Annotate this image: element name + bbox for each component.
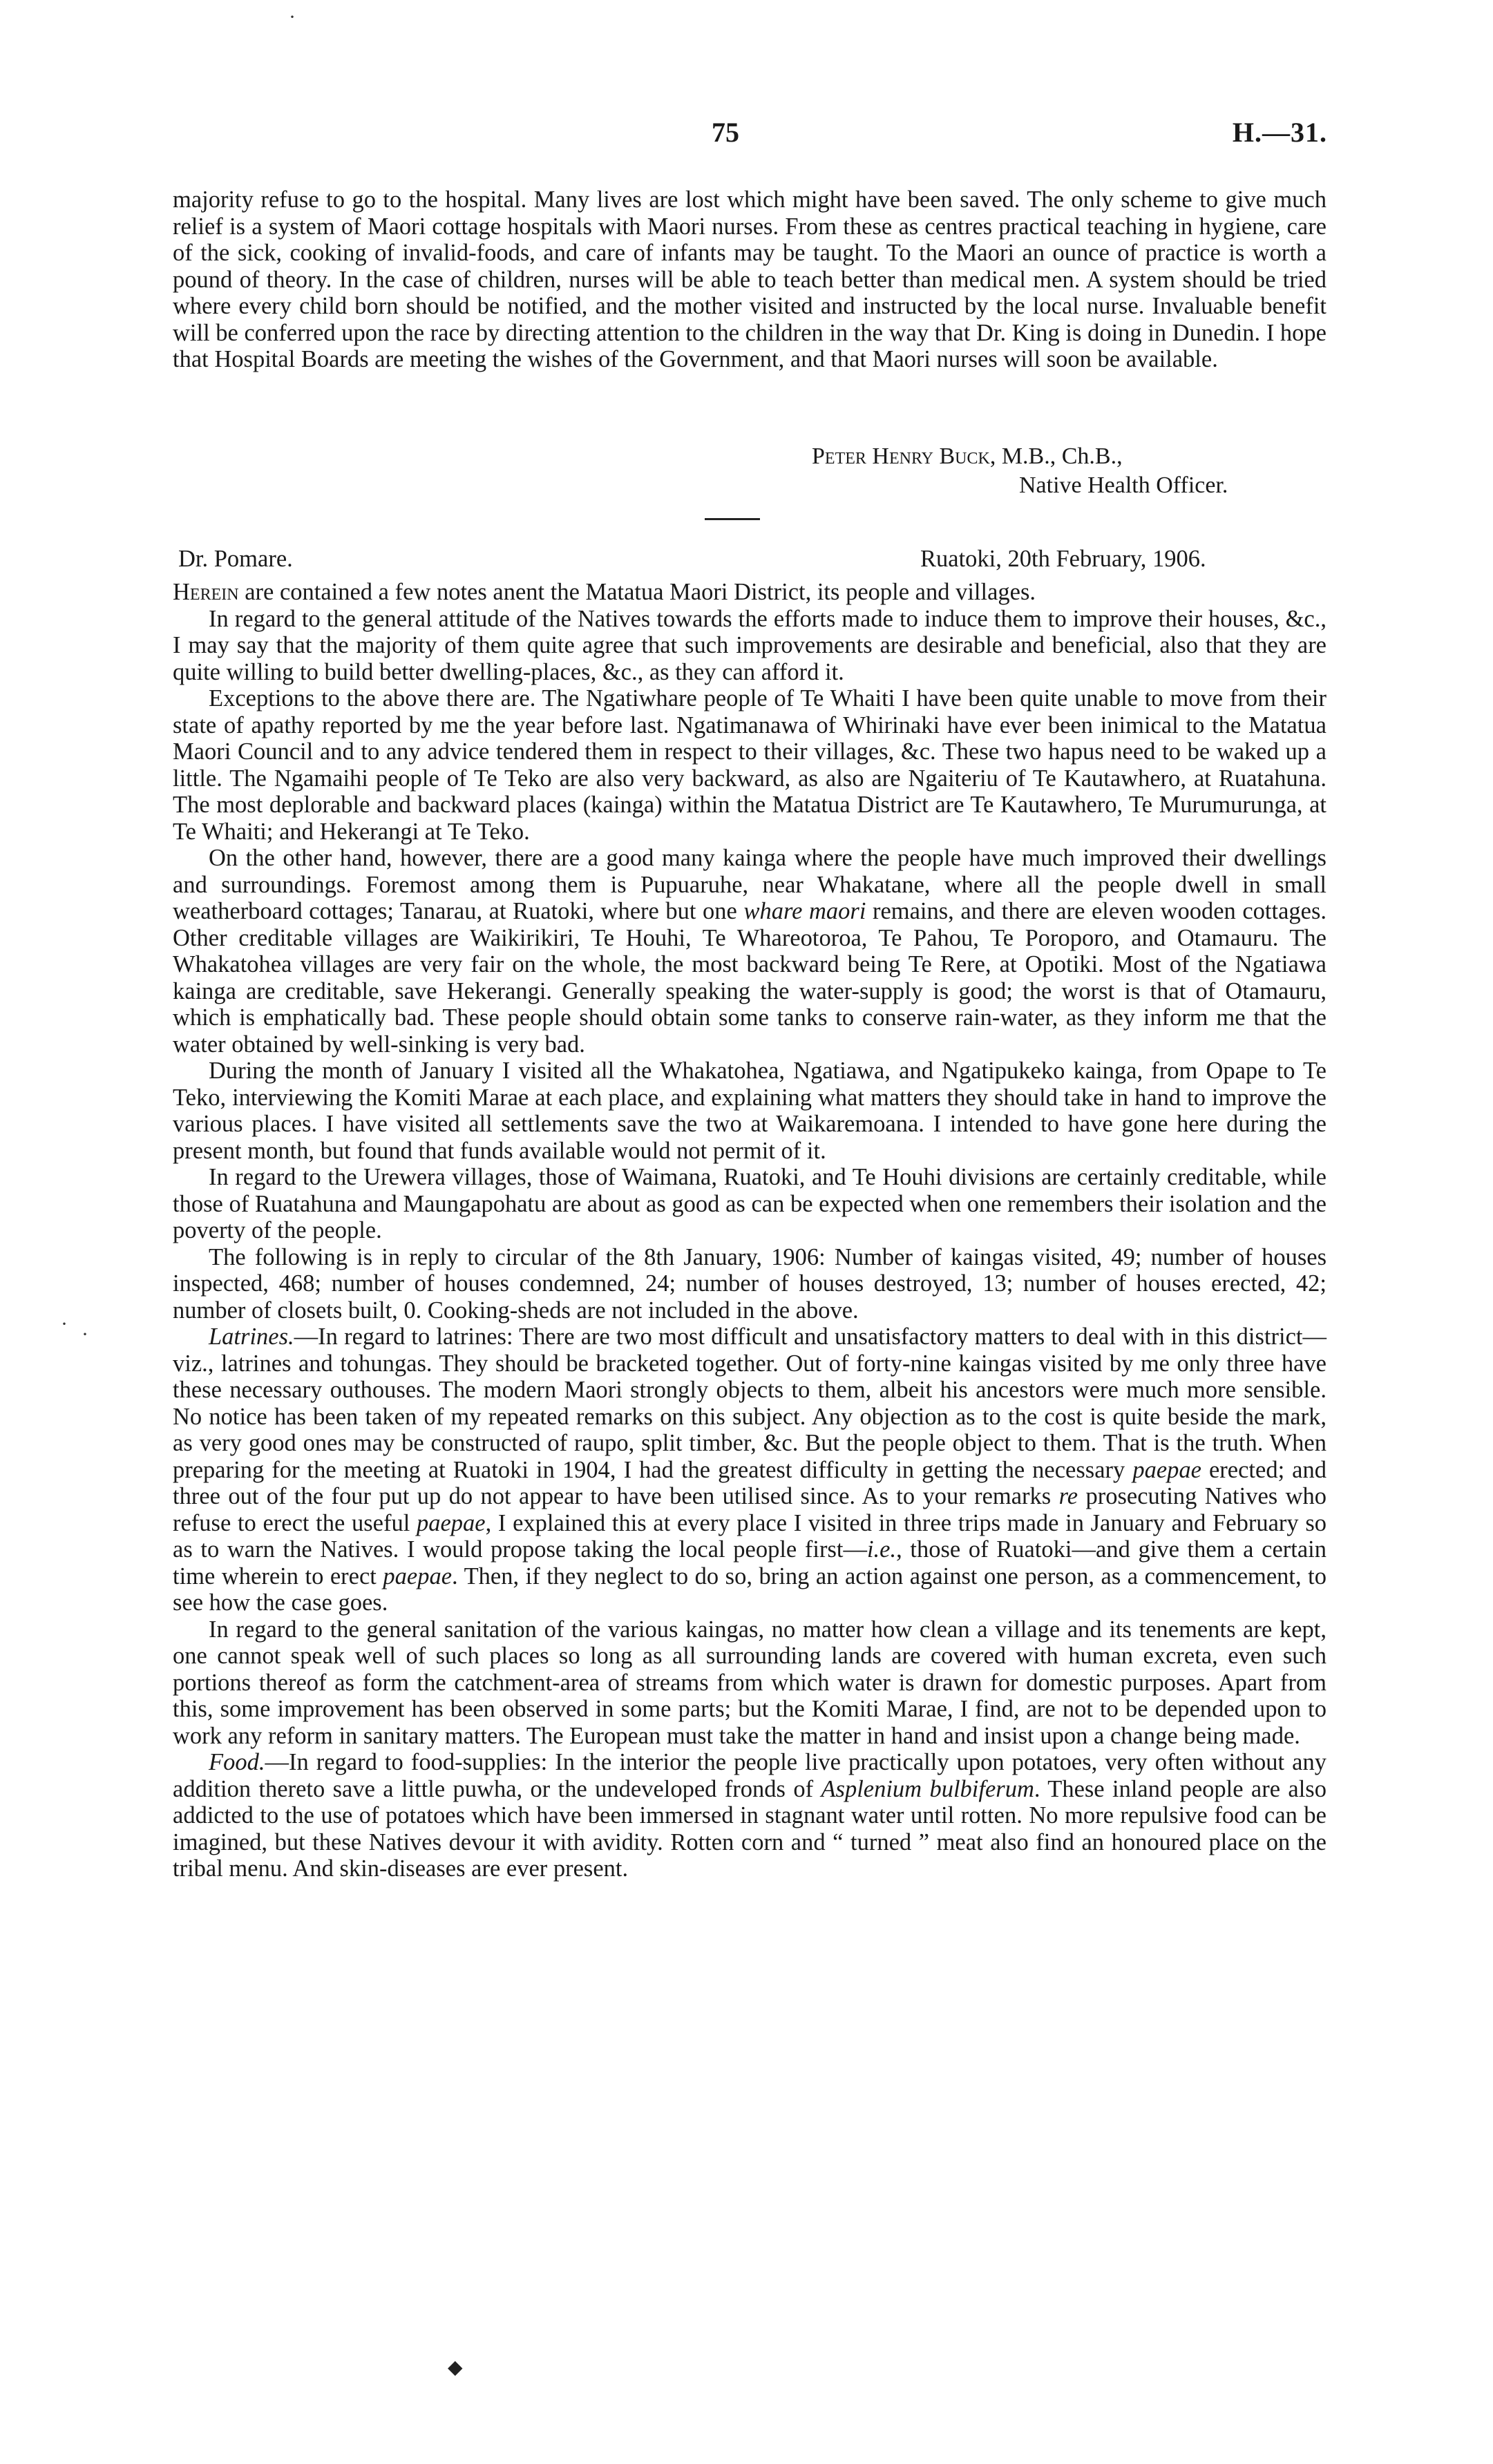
- latrines-text-1: —In regard to latrines: There are two most difficult and unsatisfactory matters to deal with in this district—viz., latrines and tohungas. They should be bracketed together. Out of forty-nine kaingas visited by me only three have these necessary outhouses. The modern Maori strongly objects to them, albeit his ancestors were much more sensible. No notice has been taken of my repeated remarks on this subject. Any objection as to the cost is quite beside the mark, as very good ones may be constructed of raupo, split timber, &c. But the people object to them. That is the truth. When preparing for the meeting at Ruatoki in 1904, I had the greatest difficulty in getting the necessary: [173, 1324, 1326, 1483]
- improved-text-2: remains, and there are eleven wooden cottages. Other creditable villages are Waikirikiri, Te Houhi, Te Whareotoroa, Te Pahou, Te Poroporo, and Otamauru. The Whakatohea villages are very fair on the whole, the most backward being Te Rere, at Opotiki. Most of the Ngatiawa kainga are creditable, save Hekerangi. Generally speaking the water-supply is good; the worst is that of Otamauru, which is emphatically bad. These people should obtain some tanks to conserve rain-water, as they inform me that the water obtained by well-sinking is very bad.: [173, 898, 1327, 1058]
- latrines-paepae-3: paepae: [383, 1563, 453, 1589]
- intro-section: [173, 187, 1326, 373]
- exceptions-paragraph: Exceptions to the above there are. The Ngatiwhare people of Te Whaiti I have been quite unable to move from their state of apathy reported by me the year before last. Ngatimanawa of Whirinaki have ever been inimical to the Matatua Maori Council and to any advice tendered them in respect to their villages, &c. These two hapus need to be waked up a little. The Ngamaihi people of Te Teko are also very backward, as also are Ngaiteriu of Te Kautawhero, at Ruatahuna. The most deplorable and backward places (kainga) within the Matatua District are Te Kautawhero, Te Murumurunga, at Te Whaiti; and Hekerangi at Te Teko.: [173, 685, 1326, 845]
- latrines-paragraph: [173, 1324, 1326, 1616]
- opening-word: Herein: [173, 579, 239, 605]
- letter-opening-paragraph: [173, 579, 1326, 606]
- signature-line: [812, 442, 1123, 471]
- signature-block: [173, 442, 1320, 504]
- letter-place-date: Ruatoki, 20th February, 1906.: [920, 546, 1206, 572]
- improved-whare-maori: whare maori: [743, 898, 866, 924]
- january-visits-paragraph: During the month of January I visited all the Whakatohea, Ngatiawa, and Ngatipukeko kainga, from Opape to Te Teko, interviewing the Komiti Marae at each place, and explaining what matters they should take in hand to improve the various places. I have visited all settlements save the two at Waikaremoana. I intended to have gone here during the present month, but found that funds available would not permit of it.: [173, 1058, 1326, 1164]
- circular-statistics-paragraph: The following is in reply to circular of the 8th January, 1906: Number of kaingas visited, 49; number of houses inspected, 468; number of houses condemned, 24; number of houses destroyed, 13; number of houses erected, 42; number of closets built, 0. Cooking-sheds are not included in the above.: [173, 1243, 1326, 1324]
- latrines-re: re: [1058, 1483, 1078, 1509]
- food-text-1: —In regard to food-supplies: In the interior the people live practically upon potatoes, very often without any addition thereto save a little puwha, or the undeveloped fronds of: [173, 1749, 1326, 1802]
- section-divider: [705, 518, 760, 520]
- margin-mark-left: ·: [61, 1312, 68, 1335]
- latrines-text-5: , those of Ruatoki—and give them a certain time wherein to erect: [173, 1536, 1326, 1589]
- food-heading: Food.: [209, 1749, 265, 1775]
- food-paragraph: [173, 1749, 1326, 1882]
- signatory-name: Peter Henry Buck: [812, 443, 990, 469]
- document-reference: H.—31.: [1232, 117, 1327, 148]
- page-header: [0, 116, 1493, 157]
- attitude-paragraph: In regard to the general attitude of the Natives towards the efforts made to induce them to improve their houses, &c., I may say that the majority of them quite agree that such improvements are desirable and beneficial, also that they are quite willing to build better dwelling-places, &c., as they can afford it.: [173, 605, 1326, 685]
- letter-body: [173, 579, 1326, 1882]
- latrines-text-2: erected; and three out of the four put up do not appear to have been utilised since. As to your remarks: [173, 1456, 1327, 1509]
- page-number: 75: [712, 117, 739, 148]
- food-text-2: . These inland people are also addicted to the use of potatoes which have been immersed in stagnant water until rotten. No more repulsive food can be imagined, but these Natives devour it with avidity. Rotten corn and “ turned ” meat also find an honoured place on the tribal menu. And skin-diseases are ever present.: [173, 1775, 1326, 1882]
- signatory-credentials: , M.B., Ch.B.,: [989, 443, 1123, 469]
- latrines-paepae-2: paepae: [416, 1509, 486, 1536]
- latrines-ie: i.e.: [866, 1536, 897, 1563]
- latrines-text-6: . Then, if they neglect to do so, bring an action against one person, as a commencement, to see how the case goes.: [173, 1563, 1327, 1616]
- margin-mark-left-2: ·: [82, 1323, 88, 1346]
- latrines-heading: Latrines.: [209, 1324, 294, 1350]
- letter-heading: [173, 546, 1320, 576]
- bottom-ink-mark: ◆: [448, 2357, 463, 2378]
- opening-text: are contained a few notes anent the Matatua Maori District, its people and villages.: [238, 579, 1036, 605]
- intro-paragraph: majority refuse to go to the hospital. Many lives are lost which might have been saved. The only scheme to give much relief is a system of Maori cottage hospitals with Maori nurses. From these as centres practical teaching in hygiene, care of the sick, cooking of invalid-foods, and care of infants may be taught. To the Maori an ounce of practice is worth a pound of theory. In the case of children, nurses will be able to teach better than medical men. A system should be tried where every child born should be notified, and the mother visited and instructed by the local nurse. Invaluable benefit will be conferred upon the race by directing attention to the children in the way that Dr. King is doing in Dunedin. I hope that Hospital Boards are meeting the wishes of the Government, and that Maori nurses will soon be available.: [173, 187, 1326, 372]
- food-asplenium: Asplenium bulbiferum: [821, 1775, 1034, 1802]
- latrines-text-3: prosecuting Natives who refuse to erect the useful: [173, 1483, 1326, 1536]
- sanitation-paragraph: In regard to the general sanitation of the various kaingas, no matter how clean a village and its tenements are kept, one cannot speak well of such places so long as all surrounding lands are covered with human excreta, even such portions thereof as form the catchment-area of streams from which water is drawn for domestic purposes. Apart from this, some improvement has been observed in some parts; but the Komiti Marae, I find, are not to be depended upon to work any reform in sanitary matters. The European must take the matter in hand and insist upon a change being made.: [173, 1616, 1326, 1749]
- urewera-paragraph: In regard to the Urewera villages, those of Waimana, Ruatoki, and Te Houhi divisions are certainly creditable, while those of Ruatahuna and Maungapohatu are about as good as can be expected when one remembers their isolation and the poverty of the people.: [173, 1164, 1326, 1243]
- margin-mark-top: ·: [289, 6, 296, 28]
- improved-text-1: On the other hand, however, there are a good many kainga where the people have much improved their dwellings and surroundings. Foremost among them is Pupuaruhe, near Whakatane, where all the people dwell in small weatherboard cottages; Tanarau, at Ruatoki, where but one: [173, 845, 1326, 924]
- improved-kainga-paragraph: [173, 845, 1326, 1058]
- signatory-role: Native Health Officer.: [1019, 472, 1228, 498]
- latrines-paepae-1: paepae: [1132, 1456, 1201, 1483]
- latrines-text-4: , I explained this at every place I visited in three trips made in January and February so as to warn the Natives. I would propose taking the local people first—: [173, 1509, 1326, 1563]
- letter-recipient: Dr. Pomare.: [178, 546, 293, 572]
